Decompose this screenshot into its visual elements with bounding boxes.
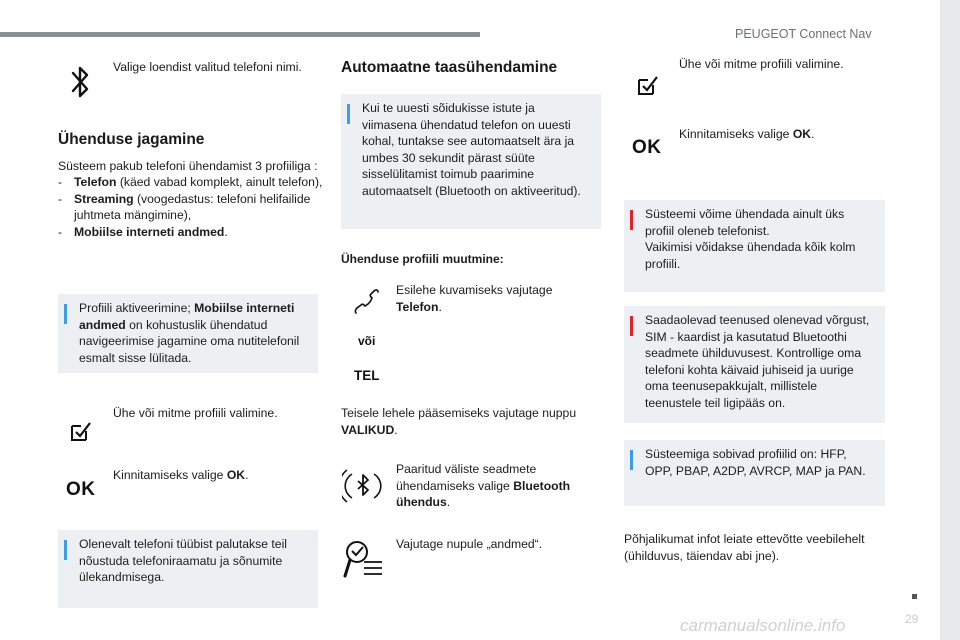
- info-bar-icon: [347, 104, 350, 124]
- info-bar-icon: [64, 304, 67, 324]
- bluetooth-connection-icon: [342, 466, 384, 508]
- side-strip: [940, 0, 960, 640]
- ok-icon: OK: [632, 137, 662, 158]
- step-data-button: Vajutage nupule „andmed“.: [396, 537, 543, 551]
- checkbox-icon: [70, 420, 92, 442]
- warning-bar-icon: [630, 316, 633, 336]
- info-bar-icon: [64, 540, 67, 560]
- step-home-phone: Esilehe kuvamiseks vajutage Telefon.: [396, 283, 553, 314]
- warning-note-profile: Süsteemi võime ühendada ainult üks profiil oleneb telefonist. Vaikimisi võidakse ühendada kõik kolm profiili.: [624, 200, 885, 292]
- section-heading-auto-reconnect: Automaatne taasühendamine: [341, 59, 558, 76]
- page-marker: [912, 594, 917, 599]
- info-bar-icon: [630, 450, 633, 470]
- data-search-icon: [342, 538, 384, 580]
- info-note-activation: Profiili aktiveerimine; Mobiilse interneti andmed on kohustuslik ühendatud navigeerimise jagamine oma nutitelefonil esmalt sisse lülitada.: [58, 294, 318, 373]
- profile-list: [58, 174, 323, 240]
- phone-icon: [352, 289, 380, 317]
- step-select-profiles-2: Ühe või mitme profiili valimine.: [679, 57, 844, 71]
- section-heading-sharing: Ühenduse jagamine: [58, 131, 205, 148]
- top-bar: [0, 32, 480, 37]
- ok-icon: OK: [66, 479, 96, 500]
- profile-item-mobile-data: - Mobiilse interneti andmed.: [58, 224, 228, 239]
- step-confirm-ok-2: Kinnitamiseks valige OK.: [679, 127, 815, 141]
- secondary-page-text: Teisele lehele pääsemiseks vajutage nuppu VALIKUD.: [341, 406, 577, 437]
- footer-website-text: Põhjalikumat infot leiate ettevõtte veebilehelt (ühilduvus, täiendav abi jne).: [624, 532, 865, 563]
- tel-button-icon: TEL: [354, 368, 380, 383]
- subheading-change-profile: Ühenduse profiili muutmine:: [341, 252, 504, 266]
- or-label: või: [358, 334, 376, 348]
- page-number: 29: [905, 612, 919, 626]
- brand-title: PEUGEOT Connect Nav: [735, 27, 872, 41]
- profile-item-streaming: - Streaming (voogedastus: telefoni helifailide juhtmeta mängimine),: [58, 191, 311, 222]
- step-select-profiles: Ühe või mitme profiili valimine.: [113, 406, 278, 420]
- bluetooth-icon: [68, 64, 92, 100]
- info-note-auto-reconnect: Kui te uuesti sõidukisse istute ja viimasena ühendatud telefon on uuesti kohal, tuntakse see automaatselt ära ja umbes 30 sekundit pärast süüte sisselülitamist toimub paarimine automaatselt (Bluetooth on aktiveeritud).: [341, 94, 601, 229]
- warning-bar-icon: [630, 210, 633, 230]
- step-confirm-ok: Kinnitamiseks valige OK.: [113, 468, 249, 482]
- warning-note-services: Saadaolevad teenused olenevad võrgust, SIM - kaardist ja kasutatud Bluetoothi seadmete ühilduvusest. Kontrollige oma telefoni kohta käivaid juhiseid ja uurige oma teenusepakkujalt, millistele teenustele teil ligipääs on.: [624, 306, 885, 423]
- checkbox-icon: [637, 74, 659, 96]
- info-note-phonebook: Olenevalt telefoni tüübist palutakse teil nõustuda telefoniraamatu ja sõnumite ülekandmisega.: [58, 530, 318, 608]
- intro-text: Valige loendist valitud telefoni nimi.: [113, 60, 302, 74]
- info-note-supported-profiles: Süsteemiga sobivad profiilid on: HFP, OPP, PBAP, A2DP, AVRCP, MAP ja PAN.: [624, 440, 885, 506]
- system-text: Süsteem pakub telefoni ühendamist 3 profiiliga :: [58, 159, 318, 173]
- step-bluetooth-connection: Paaritud väliste seadmete ühendamiseks valige Bluetooth ühendus.: [396, 462, 571, 509]
- profile-item-telefon: - Telefon (käed vabad komplekt, ainult telefon),: [58, 175, 323, 189]
- watermark: carmanualsonline.info: [680, 616, 846, 635]
